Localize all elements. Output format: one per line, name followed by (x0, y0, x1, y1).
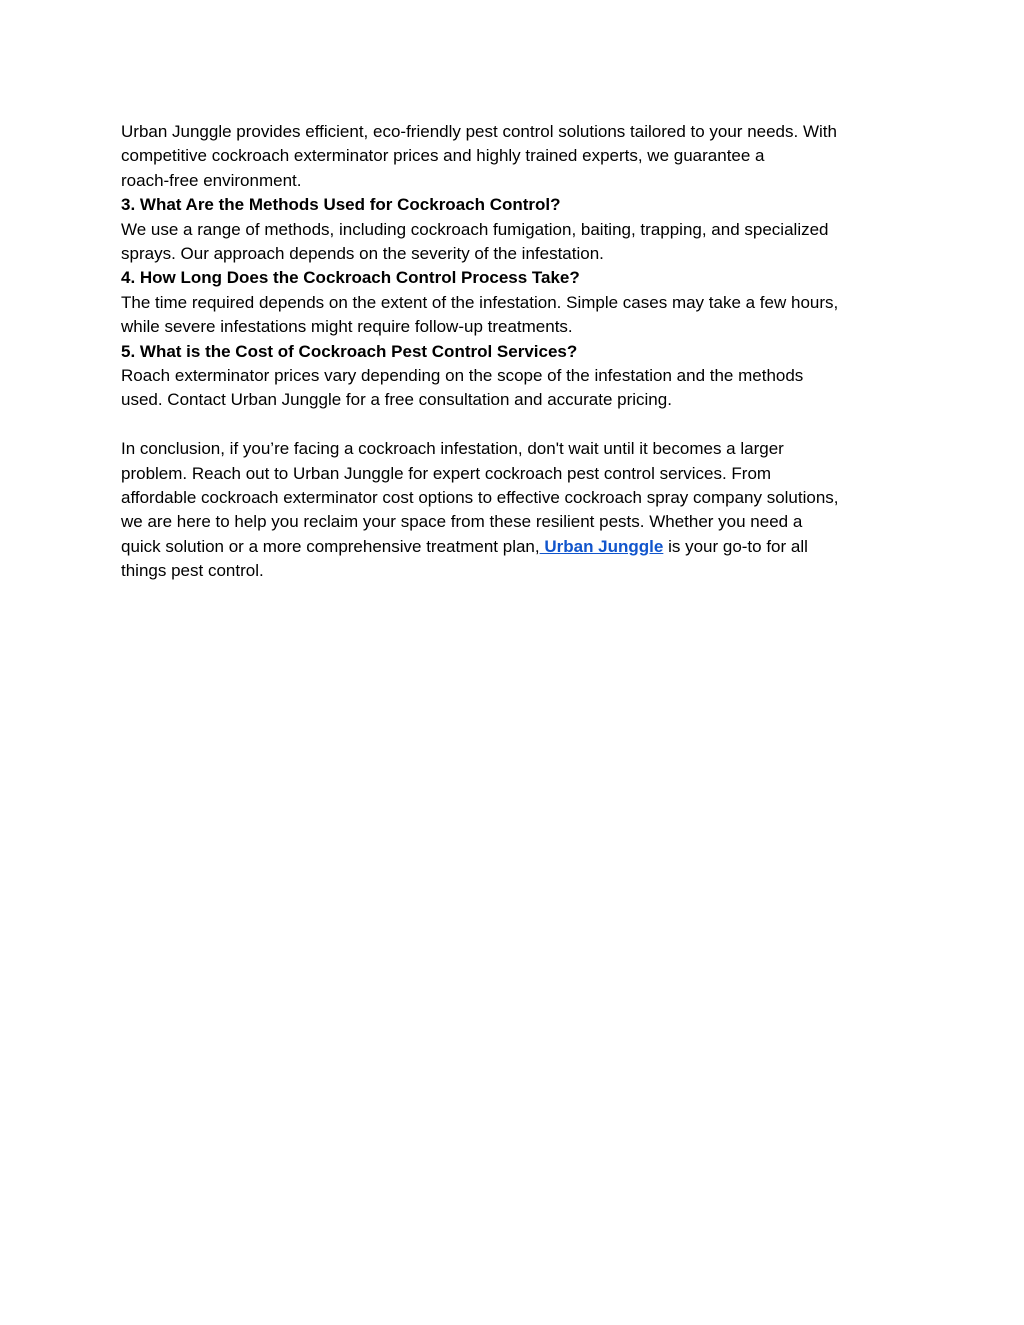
paragraph-spacer (121, 413, 911, 437)
document-page (121, 120, 911, 584)
conclusion-line-with-link (121, 535, 911, 559)
conclusion-text: is your go-to for all (663, 536, 808, 556)
faq-answer-line: sprays. Our approach depends on the severity of the infestation. (121, 244, 604, 264)
conclusion-line: In conclusion, if you’re facing a cockroach infestation, don't wait until it becomes a larger (121, 439, 784, 459)
intro-paragraph (121, 120, 911, 193)
faq-answer-line: The time required depends on the extent of the infestation. Simple cases may take a few hours, (121, 292, 839, 312)
faq-item-3 (121, 193, 911, 266)
faq-question: 4. How Long Does the Cockroach Control Process Take? (121, 268, 580, 288)
intro-line: roach-free environment. (121, 170, 302, 190)
faq-answer-line: while severe infestations might require follow-up treatments. (121, 317, 573, 337)
faq-item-4 (121, 266, 911, 339)
faq-answer-line: We use a range of methods, including cockroach fumigation, baiting, trapping, and specialized (121, 219, 829, 239)
faq-question: 5. What is the Cost of Cockroach Pest Control Services? (121, 341, 578, 361)
conclusion-line: we are here to help you reclaim your space from these resilient pests. Whether you need a (121, 512, 803, 532)
intro-line: Urban Junggle provides efficient, eco-friendly pest control solutions tailored to your needs. With (121, 122, 837, 141)
conclusion-line: problem. Reach out to Urban Junggle for expert cockroach pest control services. From (121, 463, 772, 483)
conclusion-line: affordable cockroach exterminator cost options to effective cockroach spray company solutions, (121, 488, 839, 508)
faq-answer-line: Roach exterminator prices vary depending on the scope of the infestation and the methods (121, 366, 804, 386)
intro-line: competitive cockroach exterminator prices and highly trained experts, we guarantee a (121, 146, 765, 166)
conclusion-line: things pest control. (121, 561, 264, 581)
conclusion-paragraph (121, 437, 911, 583)
faq-item-5 (121, 340, 911, 413)
urban-junggle-link[interactable]: Urban Junggle (539, 536, 664, 556)
faq-answer-line: used. Contact Urban Junggle for a free consultation and accurate pricing. (121, 390, 672, 410)
faq-question: 3. What Are the Methods Used for Cockroach Control? (121, 195, 561, 215)
conclusion-text: quick solution or a more comprehensive treatment plan, (121, 536, 540, 556)
